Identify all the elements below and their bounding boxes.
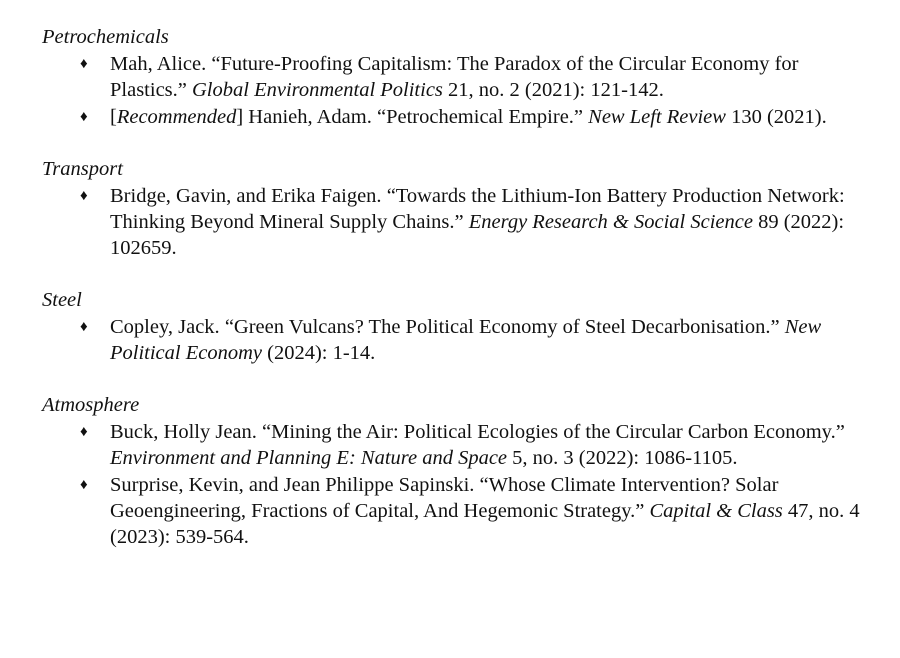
diamond-bullet-icon: ♦ [80, 109, 88, 125]
ref-authors: Buck, Holly Jean. [110, 421, 263, 443]
reference-item [42, 472, 872, 550]
section-heading: Transport [42, 158, 123, 180]
ref-details: 47, no. 4 (2023): 539-564. [110, 500, 860, 548]
ref-title: “Towards the Lithium-Ion Battery Production Network: Thinking Beyond Mineral Supply Chains.” [110, 185, 845, 233]
diamond-bullet-icon: ♦ [80, 424, 88, 440]
ref-details: 130 (2021). [725, 106, 827, 128]
section-atmosphere [42, 392, 872, 550]
reference-list [42, 419, 872, 550]
reference-item [42, 314, 872, 366]
diamond-bullet-icon: ♦ [80, 319, 88, 335]
reference-item [42, 51, 872, 103]
ref-details: 89 (2022): 102659. [110, 211, 845, 259]
section-heading: Petrochemicals [42, 26, 169, 48]
ref-details: (2024): 1-14. [262, 342, 376, 364]
ref-journal: Energy Research & Social Science [468, 211, 753, 233]
reference-list [42, 183, 872, 261]
section-heading: Steel [42, 289, 82, 311]
diamond-bullet-icon: ♦ [80, 56, 88, 72]
ref-title: . “Whose Climate Intervention? Solar Geoengineering, Fractions of Capital, And Hegemonic Strategy.” [110, 474, 779, 522]
ref-journal: Global Environmental Politics [192, 79, 443, 101]
ref-prefix: [ [110, 106, 117, 128]
ref-title: “Mining the Air: Political Ecologies of the Circular Carbon Economy.” [262, 421, 845, 443]
reference-item [42, 419, 872, 471]
ref-journal: Capital & Class [649, 500, 783, 522]
ref-authors: Mah, Alice. [110, 53, 212, 75]
reading-list [42, 24, 872, 576]
section-heading: Atmosphere [42, 394, 140, 416]
ref-authors: Surprise, Kevin, and Jean Philippe Sapinski [110, 474, 470, 496]
ref-journal: New Political Economy [110, 316, 822, 364]
ref-authors: ] Hanieh, Adam. [236, 106, 377, 128]
reference-item [42, 104, 872, 130]
reference-list [42, 314, 872, 366]
section-transport [42, 156, 872, 261]
ref-journal: Environment and Planning E: Nature and Space [110, 447, 508, 469]
reference-list [42, 51, 872, 130]
ref-authors: Bridge, Gavin, and Erika Faigen. [110, 185, 387, 207]
section-steel [42, 287, 872, 366]
section-petrochemicals [42, 24, 872, 130]
ref-details: 21, no. 2 (2021): 121-142. [442, 79, 664, 101]
ref-title: “Green Vulcans? The Political Economy of Steel Decarbonisation.” [224, 316, 785, 338]
diamond-bullet-icon: ♦ [80, 188, 88, 204]
diamond-bullet-icon: ♦ [80, 477, 88, 493]
ref-title: “Future-Proofing Capitalism: The Paradox of the Circular Economy for Plastics.” [110, 53, 799, 101]
ref-journal: New Left Review [588, 106, 726, 128]
ref-details: 5, no. 3 (2022): 1086-1105. [507, 447, 738, 469]
ref-title: “Petrochemical Empire.” [376, 106, 589, 128]
ref-tag-recommended: Recommended [116, 106, 237, 128]
ref-authors: Copley, Jack. [110, 316, 225, 338]
reference-item [42, 183, 872, 261]
